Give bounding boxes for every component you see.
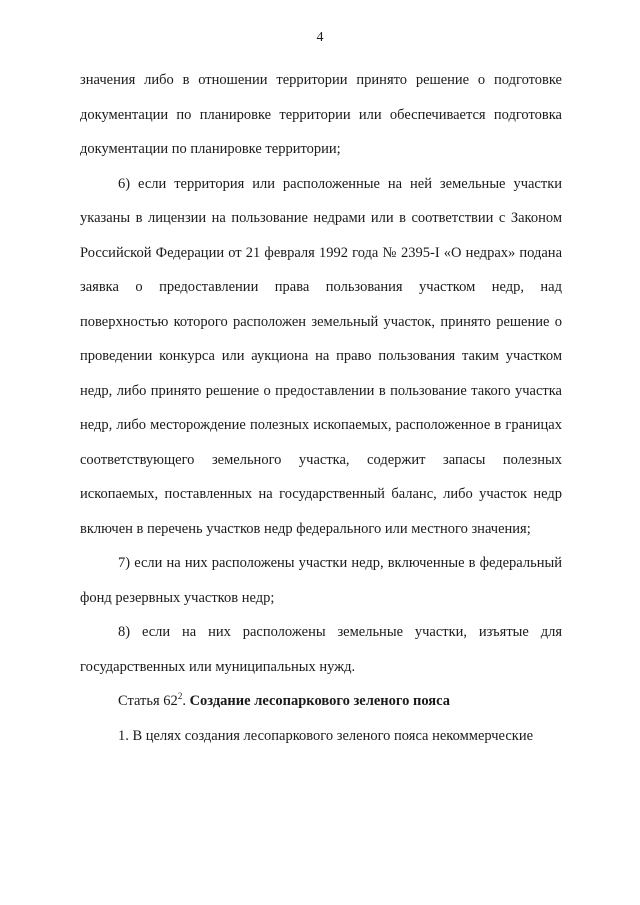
paragraph-article-clause-1: 1. В целях создания лесопаркового зеленого пояса некоммерческие: [118, 727, 534, 744]
article-title: Создание лесопаркового зеленого пояса: [189, 693, 451, 709]
article-superscript: 2: [177, 691, 183, 702]
paragraph-item-8: 8) если на них расположены земельные участки, изъятые для государственных или муниципальных нужд.: [80, 624, 562, 675]
paragraph-item-6: 6) если территория или расположенные на ней земельные участки указаны в лицензии на пользование недрами или в соответствии с Законом Российской Федерации от 21 февраля 1992 года № 2395-I «О недрах» подана заявка о предоставлении права пользования участком недр, над поверхностью которого расположен земельный участок, принято решение о проведении конкурса или аукциона на право пользования таким участком недр, либо принято решение о предоставлении в пользование такого участка недр, либо месторождение полезных ископаемых, расположенное в границах соответствующего земельного участка, содержит запасы полезных ископаемых, поставленных на государственный баланс, либо участок недр включен в перечень участков недр федерального или местного значения;: [80, 175, 562, 537]
article-heading: [80, 684, 562, 719]
paragraph-item-7: 7) если на них расположены участки недр, включенные в федеральный фонд резервных участков недр;: [80, 555, 562, 606]
article-separator: .: [182, 693, 190, 709]
paragraph-continuation: значения либо в отношении территории принято решение о подготовке документации по планировке территории или обеспечивается подготовка документации по планировке территории;: [80, 72, 562, 157]
article-number: Статья 62: [118, 693, 178, 709]
page-number: 4: [316, 30, 324, 45]
document-body: [80, 63, 562, 753]
